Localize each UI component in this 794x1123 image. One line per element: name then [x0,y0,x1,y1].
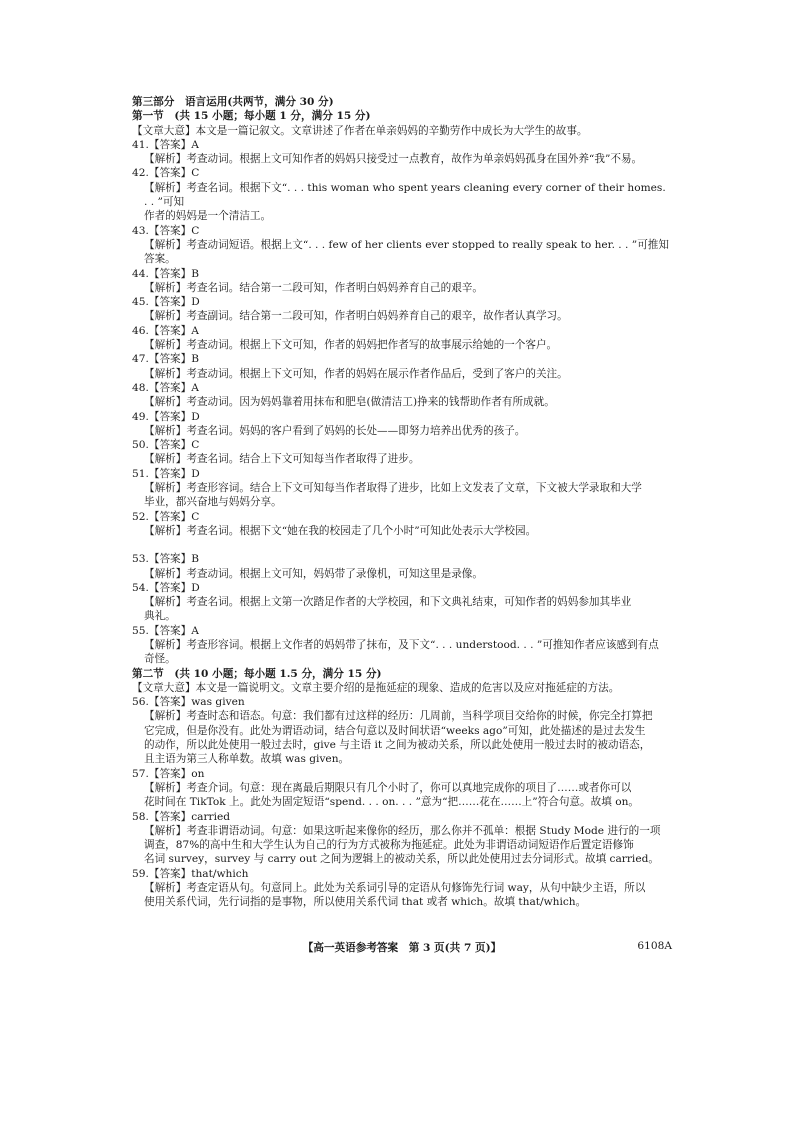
answer-line: 58.【答案】carried [132,810,231,823]
explanation-line: 花时间在 TikTok 上。此处为固定短语“spend. . . on. . . ”意为“把……花在……上”符合句意。故填 on。 [144,796,639,809]
explanation-line: 【解析】考查名词。妈妈的客户看到了妈妈的长处——即努力培养出优秀的孩子。 [144,424,526,437]
explanation-line: 【解析】考查动词。根据上下文可知，作者的妈妈把作者写的故事展示给她的一个客户。 [144,339,558,352]
footer-code: 6108A [637,940,672,952]
explanation-line: 的动作，所以此处使用一般过去时，give 与主语 it 之间为被动关系，所以此处使用一般过去时的被动语态， [144,739,651,752]
explanation-line: 【解析】考查名词。根据上文第一次踏足作者的大学校园，和下文典礼结束，可知作者的妈妈参加其毕业 [144,596,632,609]
page-footer [132,940,672,954]
answer-line: 52.【答案】C [132,510,200,523]
explanation-line: 作者的妈妈是一个清洁工。 [144,210,272,223]
answer-line: 53.【答案】B [132,553,200,566]
answer-line: 41.【答案】A [132,138,199,151]
part-heading: 第三部分 语言运用(共两节，满分 30 分) [132,96,334,108]
answer-line: 47.【答案】B [132,353,200,366]
section1-items [132,138,672,667]
explanation-line: 名词 survey，survey 与 carry out 之间为逻辑上的被动关系，所以此处使用过去分词形式。故填 carried。 [144,853,659,866]
explanation-line: 且主语为第三人称单数。故填 was given。 [144,753,350,766]
page-content [132,95,672,910]
explanation-line: 【解析】考查形容词。结合上下文可知每当作者取得了进步，比如上文发表了文章，下文被大学录取和大学 [144,482,642,495]
answer-line: 56.【答案】was given [132,696,245,709]
explanation-line: 使用关系代词，先行词指的是事物，所以使用关系代词 that 或者 which。故填 that/which。 [144,896,587,909]
footer-page-info: 【高一英语参考答案 第 3 页(共 7 页)】 [302,942,502,954]
explanation-line: 【解析】考查动词短语。根据上文“. . . few of her clients ever stopped to really speak to her. . . ”可推知答案。 [144,238,669,266]
explanation-line: 毕业，都兴奋地与妈妈分享。 [144,496,282,509]
explanation-line: 【解析】考查动词。因为妈妈靠着用抹布和肥皂(做清洁工)挣来的钱帮助作者有所成就。 [144,396,555,409]
explanation-line: 【解析】考查名词。根据下文“她在我的校园走了几个小时”可知此处表示大学校园。 [144,524,537,537]
answer-line: 42.【答案】C [132,167,200,180]
explanation-line: 【解析】考查动词。根据上文可知，妈妈带了录像机，可知这里是录像。 [144,567,483,580]
section1-heading: 第一节 (共 15 小题；每小题 1 分，满分 15 分) [132,110,371,123]
explanation-line: 【解析】考查形容词。根据上文作者的妈妈带了抹布，及下文“. . . understood. . . ”可推知作者应该感到有点 [144,638,659,651]
answer-line: 43.【答案】C [132,224,200,237]
explanation-line: 【解析】考查副词。结合第一二段可知，作者明白妈妈养育自己的艰辛，故作者认真学习。 [144,310,568,323]
explanation-line: 【解析】考查非谓语动词。句意：如果这听起来像你的经历，那么你并不孤单：根据 Study Mode 进行的一项 [144,824,661,837]
answer-line: 50.【答案】C [132,439,200,452]
spacer [132,538,672,552]
explanation-line: 典礼。 [144,610,176,623]
answer-line: 49.【答案】D [132,410,200,423]
explanation-line: 【解析】考查动词。根据上下文可知，作者的妈妈在展示作者作品后，受到了客户的关注。 [144,367,568,380]
explanation-line: 【解析】考查介词。句意：现在离最后期限只有几个小时了，你可以真地完成你的项目了……或者你可以 [144,781,632,794]
explanation-line: 【解析】考查名词。根据下文“. . . this woman who spent years cleaning every corner of their homes. . . ”可知 [144,181,670,209]
answer-line: 48.【答案】A [132,381,199,394]
answer-line: 44.【答案】B [132,267,200,280]
explanation-line: 调查，87%的高中生和大学生认为自己的行为方式被称为拖延症。此处为非谓语动词短语作后置定语修饰 [144,839,634,852]
explanation-line: 【解析】考查名词。结合上下文可知每当作者取得了进步。 [144,453,420,466]
explanation-line: 【解析】考查时态和语态。句意：我们都有过这样的经历：几周前，当科学项目交给你的时候，你完全打算把 [144,710,653,723]
explanation-line: 奇怪。 [144,653,176,666]
explanation-line: 【解析】考查定语从句。句意同上。此处为关系词引导的定语从句修饰先行词 way，从句中缺少主语，所以 [144,882,646,895]
answer-line: 54.【答案】D [132,581,200,594]
explanation-line: 【解析】考查动词。根据上文可知作者的妈妈只接受过一点教育，故作为单亲妈妈孤身在国外养“我”不易。 [144,153,643,166]
answer-line: 45.【答案】D [132,296,200,309]
section2-summary: 【文章大意】本文是一篇说明文。文章主要介绍的是拖延症的现象、造成的危害以及应对拖延症的方法。 [132,681,620,694]
answer-line: 59.【答案】that/which [132,867,249,880]
answer-line: 55.【答案】A [132,624,199,637]
section2-items [132,695,672,909]
answer-line: 51.【答案】D [132,467,200,480]
explanation-line: 它完成，但是你没有。此处为谓语动词，结合句意以及时间状语“weeks ago”可知，此处描述的是过去发生 [144,724,646,737]
section1-summary: 【文章大意】本文是一篇记叙文。文章讲述了作者在单亲妈妈的辛勤劳作中成长为大学生的故事。 [132,124,588,137]
explanation-line: 【解析】考查名词。结合第一二段可知，作者明白妈妈养育自己的艰辛。 [144,281,483,294]
answer-line: 57.【答案】on [132,767,205,780]
answer-line: 46.【答案】A [132,324,199,337]
section2-heading: 第二节 (共 10 小题；每小题 1.5 分，满分 15 分) [132,667,382,680]
